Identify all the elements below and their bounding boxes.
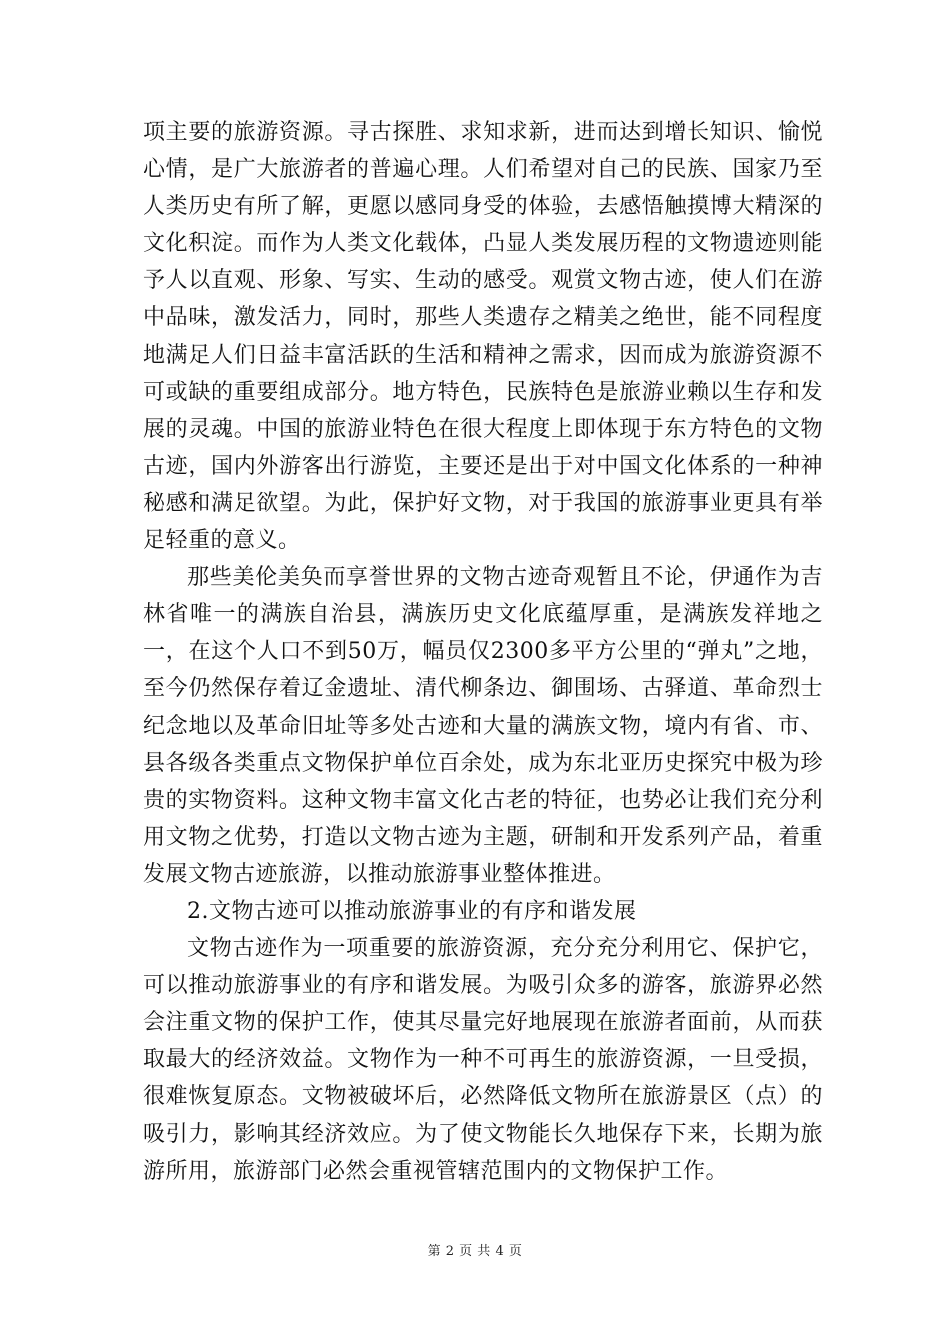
page-body	[143, 114, 823, 1190]
paragraph-yitong-heritage: 那些美伦美奂而享誉世界的文物古迹奇观暂且不论，伊通作为吉林省唯一的满族自治县，满族历史文化底蕴厚重，是满族发祥地之一，在这个人口不到50万，幅员仅2300多平方公里的“弹丸”之地，至今仍然保存着辽金遗址、清代柳条边、御围场、古驿道、革命烈士纪念地以及革命旧址等多处古迹和大量的满族文物，境内有省、市、县各级各类重点文物保护单位百余处，成为东北亚历史探究中极为珍贵的实物资料。这种文物丰富文化古老的特征，也势必让我们充分利用文物之优势，打造以文物古迹为主题，研制和开发系列产品，着重发展文物古迹旅游，以推动旅游事业整体推进。	[143, 565, 823, 887]
page-footer	[0, 1240, 950, 1259]
paragraph-continuation: 项主要的旅游资源。寻古探胜、求知求新，进而达到增长知识、愉悦心情，是广大旅游者的普遍心理。人们希望对自己的民族、国家乃至人类历史有所了解，更愿以感同身受的体验，去感悟触摸博大精深的文化积淀。而作为人类文化载体，凸显人类发展历程的文物遗迹则能予人以直观、形象、写实、生动的感受。观赏文物古迹，使人们在游中品味，激发活力，同时，那些人类遗存之精美之绝世，能不同程度地满足人们日益丰富活跃的生活和精神之需求，因而成为旅游资源不可或缺的重要组成部分。地方特色，民族特色是旅游业赖以生存和发展的灵魂。中国的旅游业特色在很大程度上即体现于东方特色的文物古迹，国内外游客出行游览，主要还是出于对中国文化体系的一种神秘感和满足欲望。为此，保护好文物，对于我国的旅游事业更具有举足轻重的意义。	[143, 120, 823, 554]
paragraph-tourism-development: 文物古迹作为一项重要的旅游资源，充分充分利用它、保护它，可以推动旅游事业的有序和谐发展。为吸引众多的游客，旅游界必然会注重文物的保护工作，使其尽量完好地展现在旅游者面前，从而获取最大的经济效益。文物作为一种不可再生的旅游资源，一旦受损，很难恢复原态。文物被破坏后，必然降低文物所在旅游景区（点）的吸引力，影响其经济效应。为了使文物能长久地保存下来，长期为旅游所用，旅游部门必然会重视管辖范围内的文物保护工作。	[143, 936, 823, 1184]
section-heading: 2.文物古迹可以推动旅游事业的有序和谐发展	[187, 898, 637, 924]
page-number: 第 2 页 共 4 页	[427, 1244, 523, 1259]
